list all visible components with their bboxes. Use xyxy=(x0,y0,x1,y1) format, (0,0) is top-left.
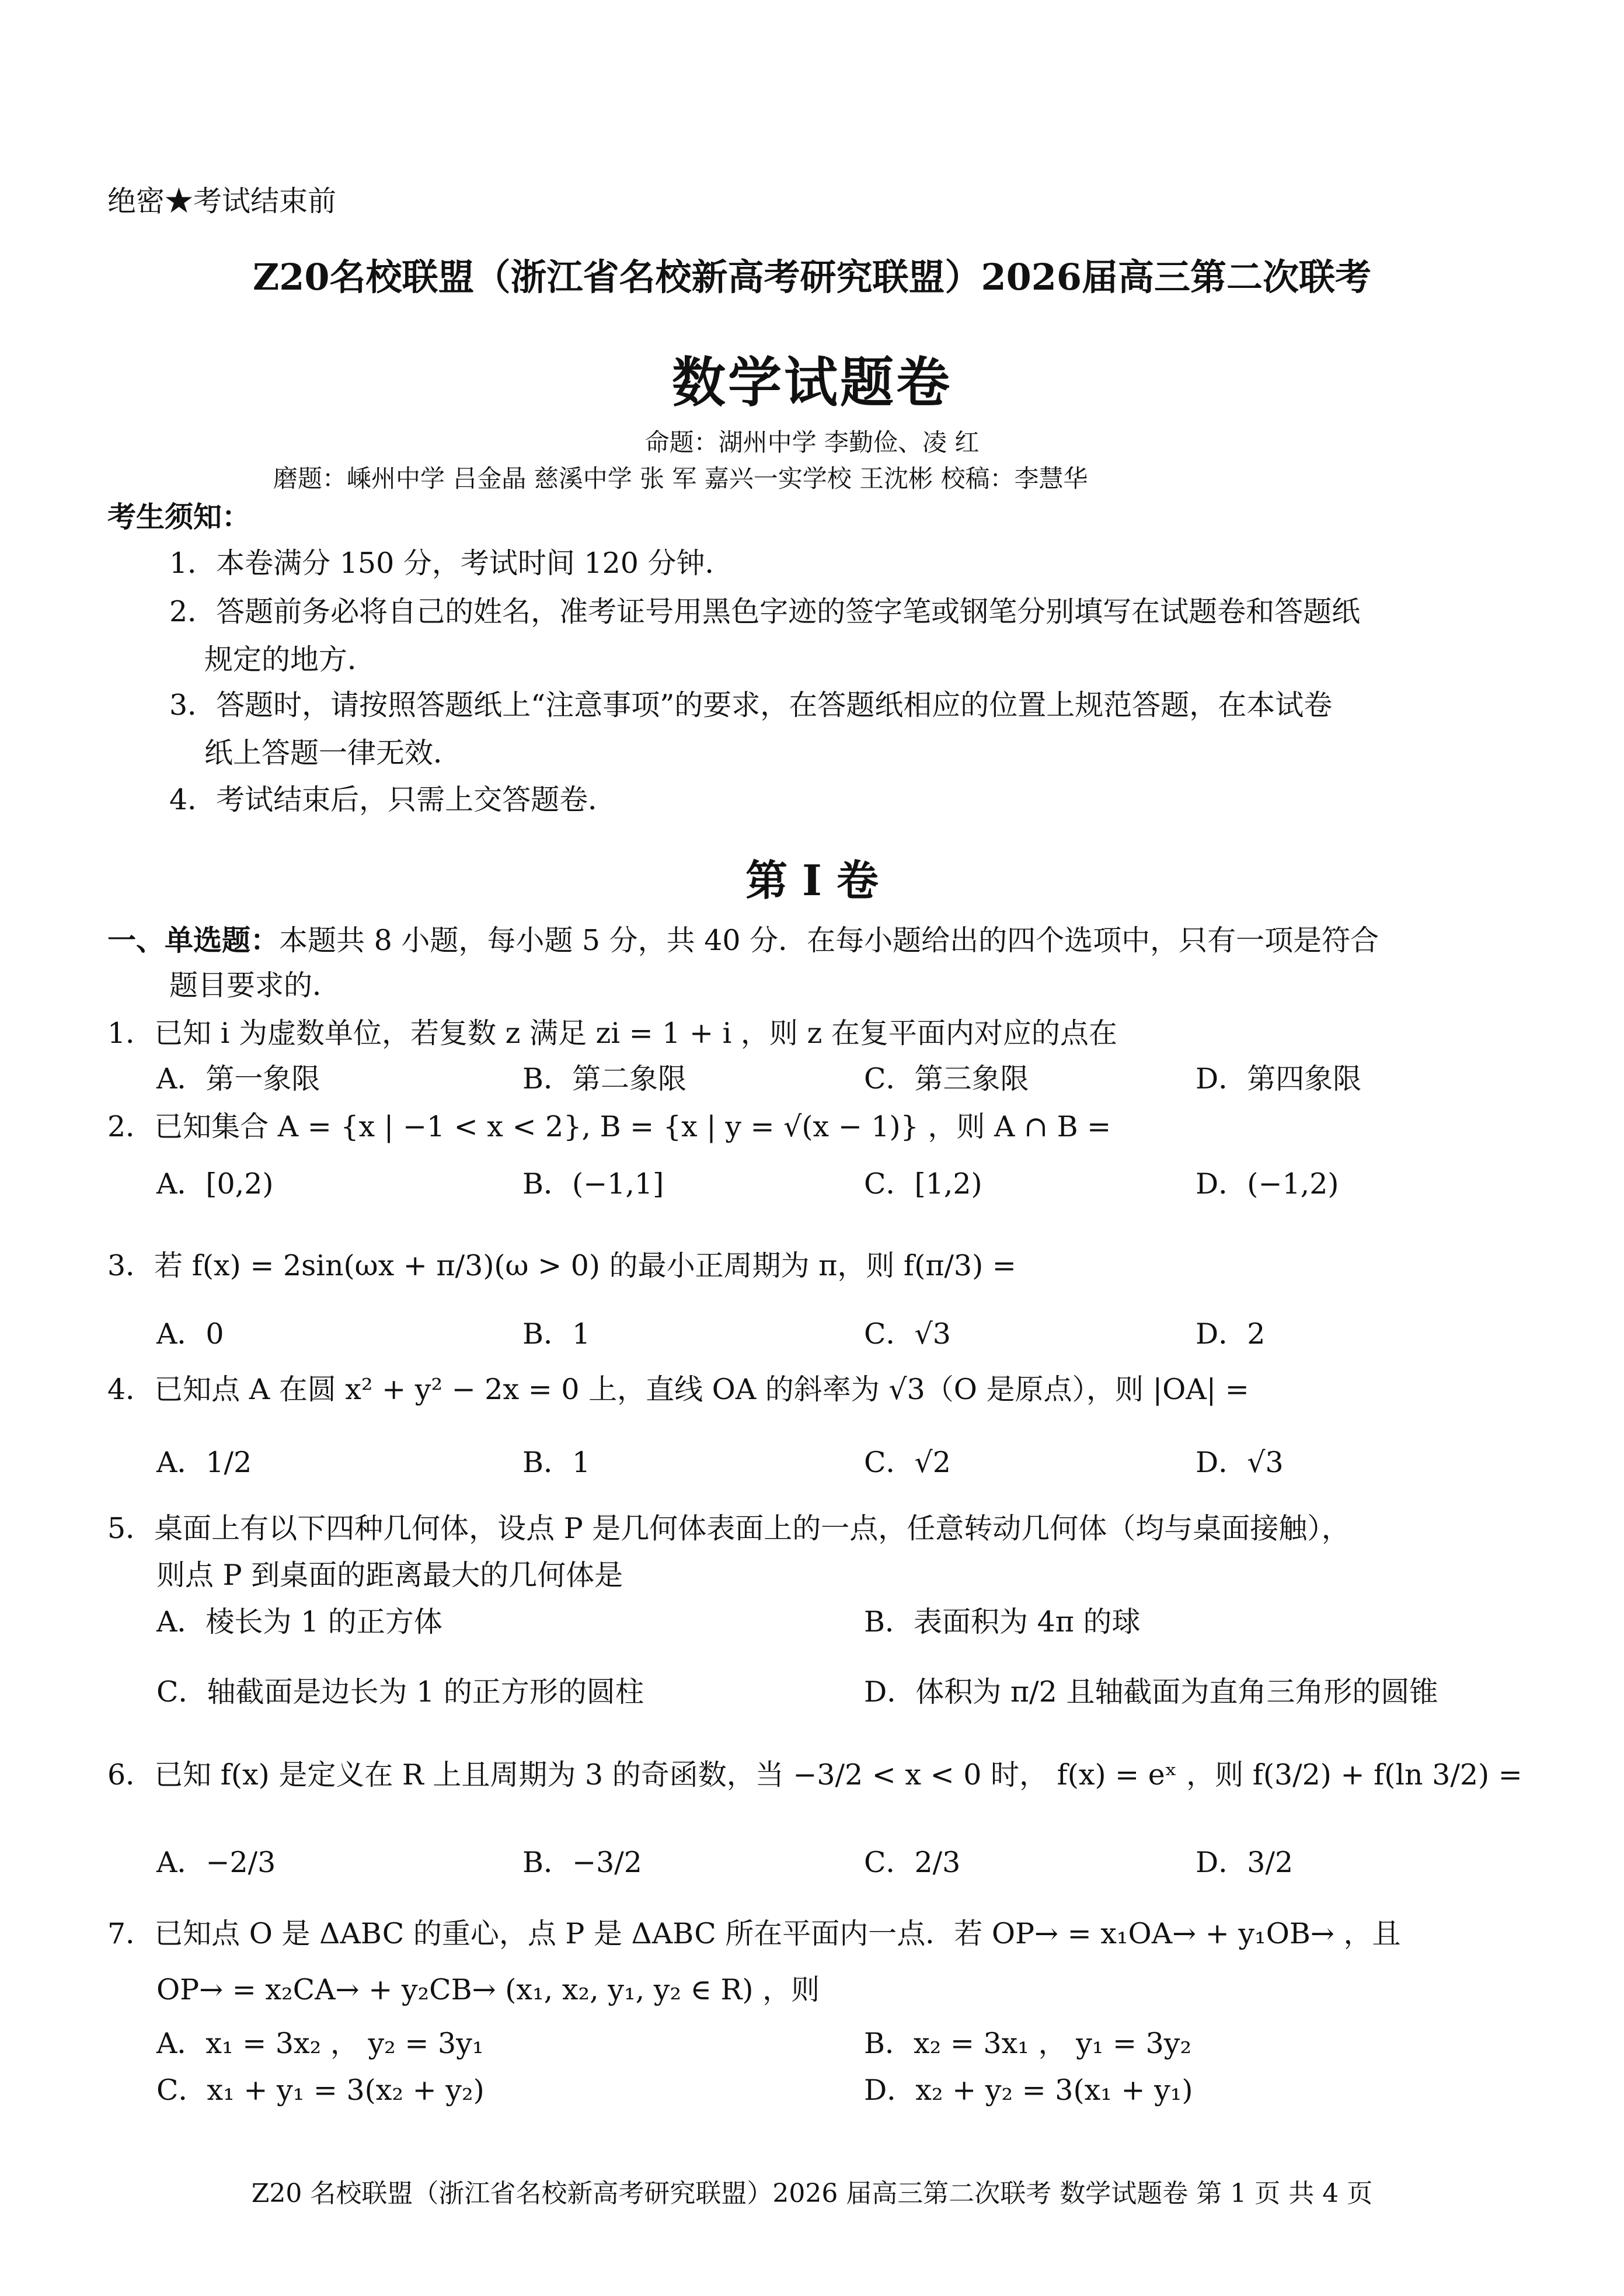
q4-option-b: B．1 xyxy=(522,1446,591,1479)
q3-option-b: B．1 xyxy=(522,1317,591,1351)
section-desc: 本题共 8 小题，每小题 5 分，共 40 分．在每小题给出的四个选项中，只有一项是符合 xyxy=(279,924,1379,957)
q4-option-d: D．√3 xyxy=(1196,1446,1284,1479)
volume-heading: 第 I 卷 xyxy=(745,855,879,905)
reviewers-line: 磨题：嵊州中学 吕金晶 慈溪中学 张 军 嘉兴一实学校 王沈彬 校稿：李慧华 xyxy=(273,464,1088,493)
q5-option-c: C．轴截面是边长为 1 的正方形的圆柱 xyxy=(156,1675,644,1709)
q6-option-b: B．−3/2 xyxy=(522,1846,642,1879)
q6-option-a: A．−2/3 xyxy=(156,1846,276,1879)
question-7-stem: 7．已知点 O 是 ΔABC 的重心，点 P 是 ΔABC 所在平面内一点．若 OP→ = x₁OA→ + y₁OB→ ，且 xyxy=(107,1917,1401,1950)
notice-item: 2．答题前务必将自己的姓名，准考证号用黑色字迹的签字笔或钢笔分别填写在试题卷和答题纸 xyxy=(169,595,1361,628)
q7-option-c: C．x₁ + y₁ = 3(x₂ + y₂) xyxy=(156,2074,485,2107)
proposers-line: 命题：湖州中学 李勤俭、凌 红 xyxy=(644,428,980,457)
notice-item-cont: 纸上答题一律无效． xyxy=(204,736,462,770)
secret-label: 绝密★考试结束前 xyxy=(107,185,337,218)
subject-title: 数学试题卷 xyxy=(671,351,952,414)
question-1-stem: 1．已知 i 为虚数单位，若复数 z 满足 zi = 1 + i ，则 z 在复平面内对应的点在 xyxy=(107,1017,1117,1050)
question-3-stem: 3．若 f(x) = 2sin(ωx + π/3)(ω > 0) 的最小正周期为 π，则 f(π/3) = xyxy=(107,1249,1016,1282)
q3-option-d: D．2 xyxy=(1196,1317,1266,1351)
q2-option-d: D．(−1,2) xyxy=(1196,1167,1339,1201)
q6-option-c: C．2/3 xyxy=(864,1846,961,1879)
q7-option-a: A．x₁ = 3x₂ ， y₂ = 3y₁ xyxy=(156,2027,484,2060)
exam-title: Z20名校联盟（浙江省名校新高考研究联盟）2026届高三第二次联考 xyxy=(252,256,1372,298)
notice-item-cont: 规定的地方． xyxy=(204,643,377,676)
q5-option-b: B．表面积为 4π 的球 xyxy=(864,1605,1141,1638)
section-line xyxy=(107,923,1379,958)
section-desc-cont: 题目要求的． xyxy=(169,969,341,1002)
notice-item: 4．考试结束后，只需上交答题卷． xyxy=(169,783,617,816)
q6-option-d: D．3/2 xyxy=(1196,1846,1294,1879)
question-4-stem: 4．已知点 A 在圆 x² + y² − 2x = 0 上，直线 OA 的斜率为 √3（O 是原点），则 |OA| = xyxy=(107,1373,1249,1406)
q4-option-c: C．√2 xyxy=(864,1446,951,1479)
q7-option-b: B．x₂ = 3x₁ ， y₁ = 3y₂ xyxy=(864,2027,1192,2060)
q2-option-b: B．(−1,1] xyxy=(522,1167,664,1201)
q5-option-a: A．棱长为 1 的正方体 xyxy=(156,1605,442,1638)
notice-item: 3．答题时，请按照答题纸上“注意事项”的要求，在答题纸相应的位置上规范答题，在本试卷 xyxy=(169,688,1333,722)
notice-heading: 考生须知： xyxy=(107,500,251,534)
q1-option-a: A．第一象限 xyxy=(156,1062,320,1095)
q2-option-a: A．[0,2) xyxy=(156,1167,274,1201)
question-5-stem: 5．桌面上有以下四种几何体，设点 P 是几何体表面上的一点，任意转动几何体（均与桌面接触）， xyxy=(107,1512,1350,1545)
q7-option-d: D．x₂ + y₂ = 3(x₁ + y₁) xyxy=(864,2074,1193,2107)
q1-option-b: B．第二象限 xyxy=(522,1062,687,1095)
question-2-stem: 2．已知集合 A = {x | −1 < x < 2}, B = {x | y = √(x − 1)} ，则 A ∩ B = xyxy=(107,1110,1111,1143)
q3-option-c: C．√3 xyxy=(864,1317,951,1351)
q5-option-d: D．体积为 π/2 且轴截面为直角三角形的圆锥 xyxy=(864,1675,1438,1709)
question-6-stem: 6．已知 f(x) 是定义在 R 上且周期为 3 的奇函数，当 −3/2 < x < 0 时， f(x) = eˣ ，则 f(3/2) + f(ln 3/2) = xyxy=(107,1758,1522,1791)
question-7-stem-cont: OP→ = x₂CA→ + y₂CB→ (x₁, x₂, y₁, y₂ ∈ R) ，则 xyxy=(156,1973,820,2006)
q1-option-d: D．第四象限 xyxy=(1196,1062,1362,1095)
q1-option-c: C．第三象限 xyxy=(864,1062,1029,1095)
section-label: 一、单选题： xyxy=(107,923,280,957)
q2-option-c: C．[1,2) xyxy=(864,1167,982,1201)
notice-item: 1．本卷满分 150 分，考试时间 120 分钟． xyxy=(169,547,734,580)
question-5-stem-cont: 则点 P 到桌面的距离最大的几何体是 xyxy=(156,1559,623,1592)
page-footer: Z20 名校联盟（浙江省名校新高考研究联盟）2026 届高三第二次联考 数学试题卷 第 1 页 共 4 页 xyxy=(251,2179,1373,2208)
q3-option-a: A．0 xyxy=(156,1317,224,1351)
q4-option-a: A．1/2 xyxy=(156,1446,252,1479)
